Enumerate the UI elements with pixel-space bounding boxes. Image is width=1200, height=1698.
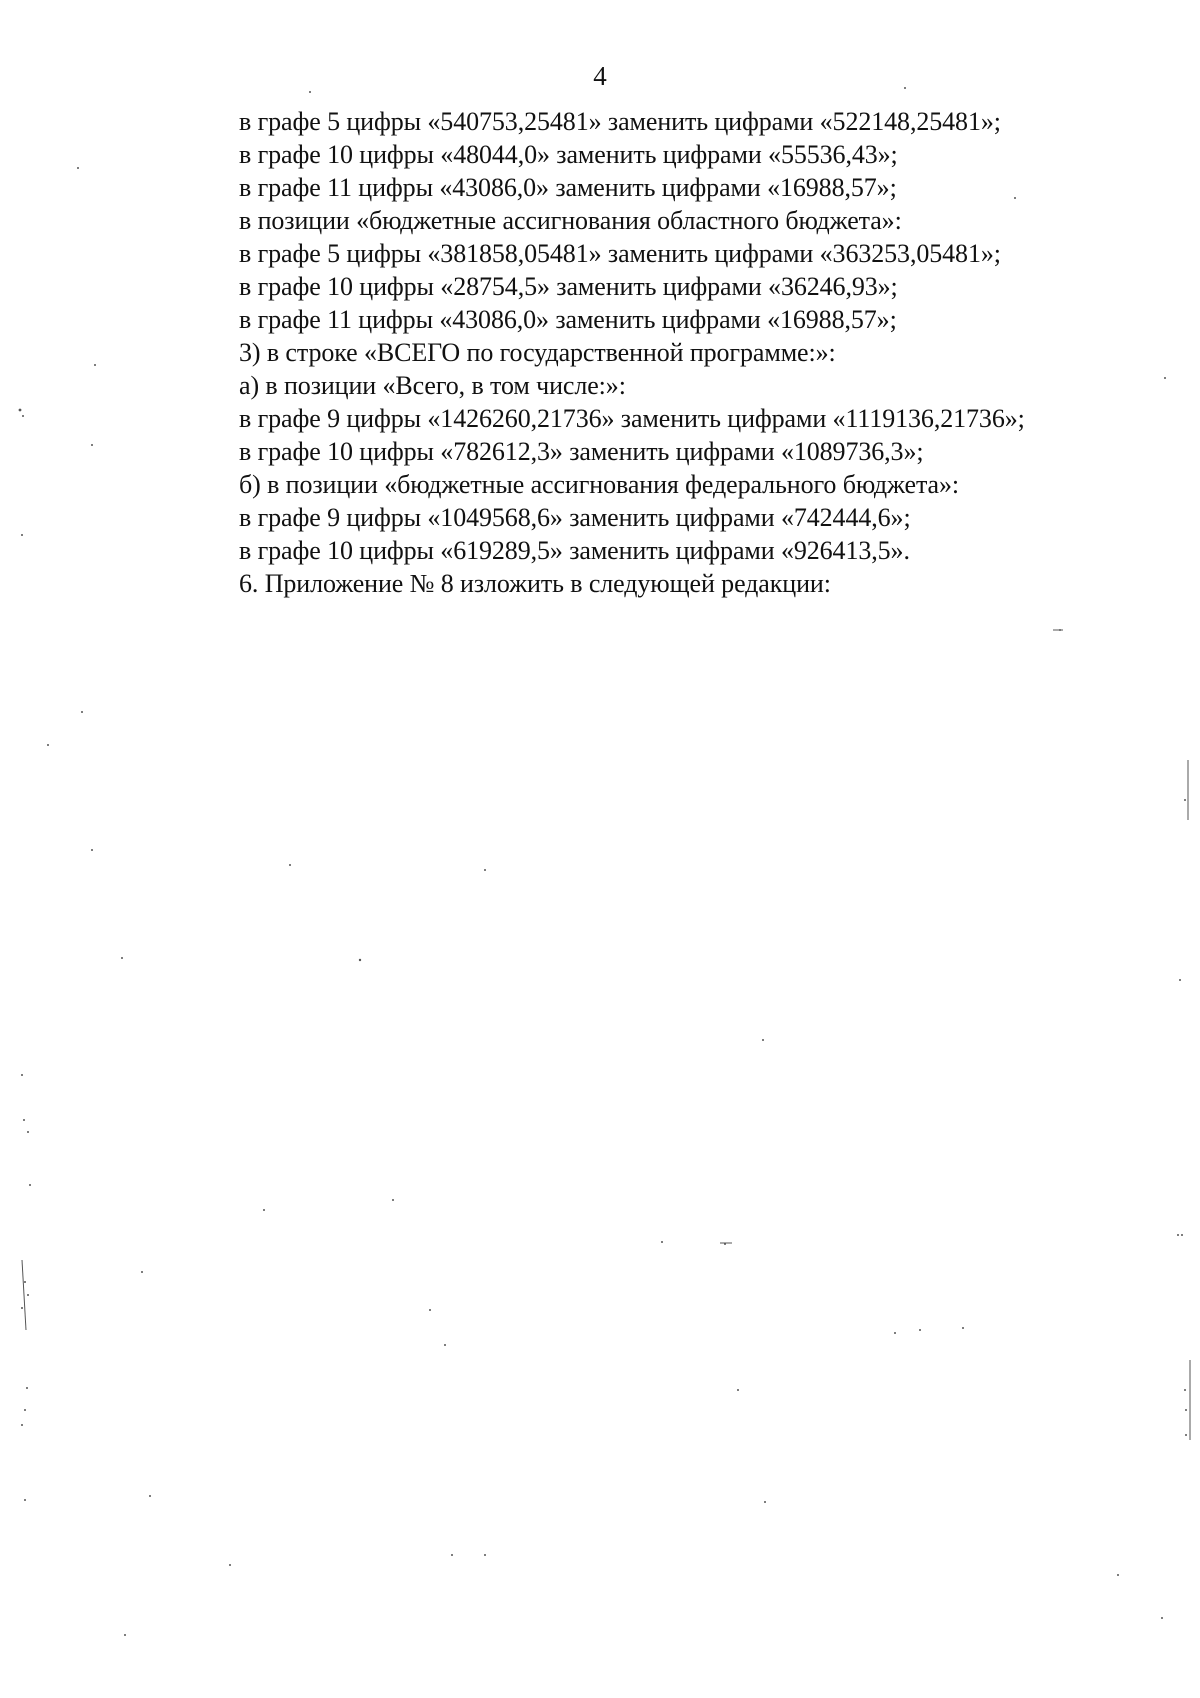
- document-body: [239, 105, 1139, 600]
- text-line: в графе 10 цифры «782612,3» заменить цифрами «1089736,3»;: [239, 437, 924, 466]
- text-line: а) в позиции «Всего, в том числе:»:: [239, 371, 626, 400]
- text-line: в графе 10 цифры «48044,0» заменить цифрами «55536,43»;: [239, 140, 898, 169]
- text-line: 3) в строке «ВСЕГО по государственной программе:»:: [239, 338, 836, 367]
- text-line: в графе 10 цифры «28754,5» заменить цифрами «36246,93»;: [239, 272, 898, 301]
- page-number: 4: [593, 61, 607, 91]
- text-line: в графе 5 цифры «540753,25481» заменить цифрами «522148,25481»;: [239, 107, 1001, 136]
- text-line: в графе 11 цифры «43086,0» заменить цифрами «16988,57»;: [239, 305, 897, 334]
- text-line: в графе 5 цифры «381858,05481» заменить цифрами «363253,05481»;: [239, 239, 1001, 268]
- text-line: 6. Приложение № 8 изложить в следующей редакции:: [239, 569, 831, 598]
- text-line: в графе 11 цифры «43086,0» заменить цифрами «16988,57»;: [239, 173, 897, 202]
- text-line: в графе 9 цифры «1426260,21736» заменить цифрами «1119136,21736»;: [239, 404, 1025, 433]
- text-line: в графе 9 цифры «1049568,6» заменить цифрами «742444,6»;: [239, 503, 911, 532]
- text-line: в позиции «бюджетные ассигнования областного бюджета»:: [239, 206, 902, 235]
- text-line: б) в позиции «бюджетные ассигнования федерального бюджета»:: [239, 470, 959, 499]
- text-line: в графе 10 цифры «619289,5» заменить цифрами «926413,5».: [239, 536, 910, 565]
